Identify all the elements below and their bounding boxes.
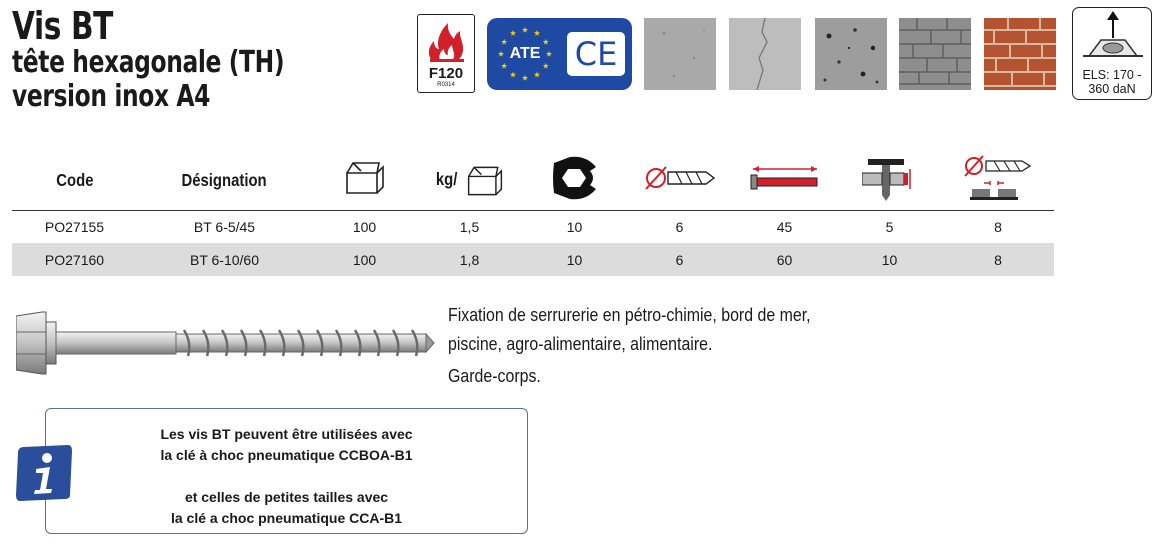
fire-rating-label: F120 (428, 65, 464, 82)
kg-prefix: kg/ (436, 169, 458, 190)
cell-clamp: 10 (837, 243, 942, 276)
stone-block-texture-icon (899, 18, 971, 90)
info-line-4: la clé a choc pneumatique CCA-B1 (170, 510, 403, 526)
title-line-3: version inox A4 (12, 79, 211, 114)
col-header-designation: Désignation (137, 152, 312, 210)
screw-length-icon (747, 163, 823, 193)
col-header-drill-diameter (627, 152, 732, 210)
table-row (12, 210, 1054, 243)
col-header-length (732, 152, 837, 210)
table-header-row (12, 152, 1054, 210)
cell-d2: 8 (994, 218, 1002, 235)
hex-screw-image (16, 308, 436, 378)
flame-icon (418, 15, 476, 65)
box-icon (343, 159, 387, 197)
hex-wrench-icon (550, 155, 600, 201)
info-line-1: Les vis BT peuvent être utilisées avec (160, 426, 413, 442)
cell-length: 60 (732, 243, 837, 276)
table-row (12, 243, 1054, 276)
product-description (448, 300, 811, 390)
fire-rating-code: R0314 (437, 82, 455, 88)
cell-qty: 100 (312, 243, 417, 276)
clamping-thickness-icon (862, 155, 918, 201)
page-title (12, 6, 284, 114)
cell-code: PO27155 (44, 218, 105, 235)
ate-label: ATE (509, 45, 541, 62)
drill-diameter-icon (644, 163, 716, 193)
title-line-2: tête hexagonale (TH) (12, 45, 285, 80)
title-line-1: Vis BT (12, 4, 114, 48)
description-line-1: Fixation de serrurerie en pétro-chimie, bord de mer, (448, 304, 811, 325)
cell-length: 45 (776, 218, 793, 235)
cell-qty: 100 (352, 218, 377, 235)
concrete-texture-icon (644, 18, 716, 90)
els-load-badge (1072, 7, 1152, 100)
cell-designation: BT 6-10/60 (137, 243, 312, 276)
drill-depth-icon (962, 155, 1034, 201)
cell-kg: 1,8 (417, 243, 522, 276)
col-header-kg-per-box (417, 152, 522, 210)
ce-mark: CE (567, 32, 625, 76)
ate-ce-badge (487, 18, 632, 90)
info-line-3: et celles de petites tailles avec (184, 489, 389, 505)
col-header-qty (312, 152, 417, 210)
box-icon (465, 163, 505, 199)
info-icon (14, 443, 74, 503)
brick-texture-icon (984, 18, 1056, 90)
cell-designation: BT 6-5/45 (193, 218, 256, 235)
col-header-drill-depth (942, 152, 1054, 210)
cell-code: PO27160 (12, 243, 137, 276)
tensile-load-icon (1073, 8, 1153, 66)
product-table (12, 152, 1054, 276)
cell-key: 10 (566, 218, 583, 235)
aerated-concrete-texture-icon (815, 18, 887, 90)
cell-drill: 6 (675, 218, 684, 235)
cell-key: 10 (522, 243, 627, 276)
col-header-clamp (837, 152, 942, 210)
cell-d2: 8 (942, 243, 1054, 276)
cell-clamp: 5 (885, 218, 894, 235)
els-load-label: ELS: 170 - 360 daN (1082, 68, 1142, 96)
fire-rating-badge (417, 14, 475, 93)
info-text (46, 424, 527, 529)
info-line-2: la clé à choc pneumatique CCBOA-B1 (160, 447, 413, 463)
description-line-2: piscine, agro-alimentaire, alimentaire. (448, 333, 713, 354)
col-header-wrench (522, 152, 627, 210)
description-line-3: Garde-corps. (448, 365, 541, 386)
info-box (45, 408, 528, 534)
col-header-code: Code (12, 152, 137, 210)
cell-kg: 1,5 (459, 218, 480, 235)
cell-drill: 6 (627, 243, 732, 276)
cracked-concrete-texture-icon (729, 18, 801, 90)
